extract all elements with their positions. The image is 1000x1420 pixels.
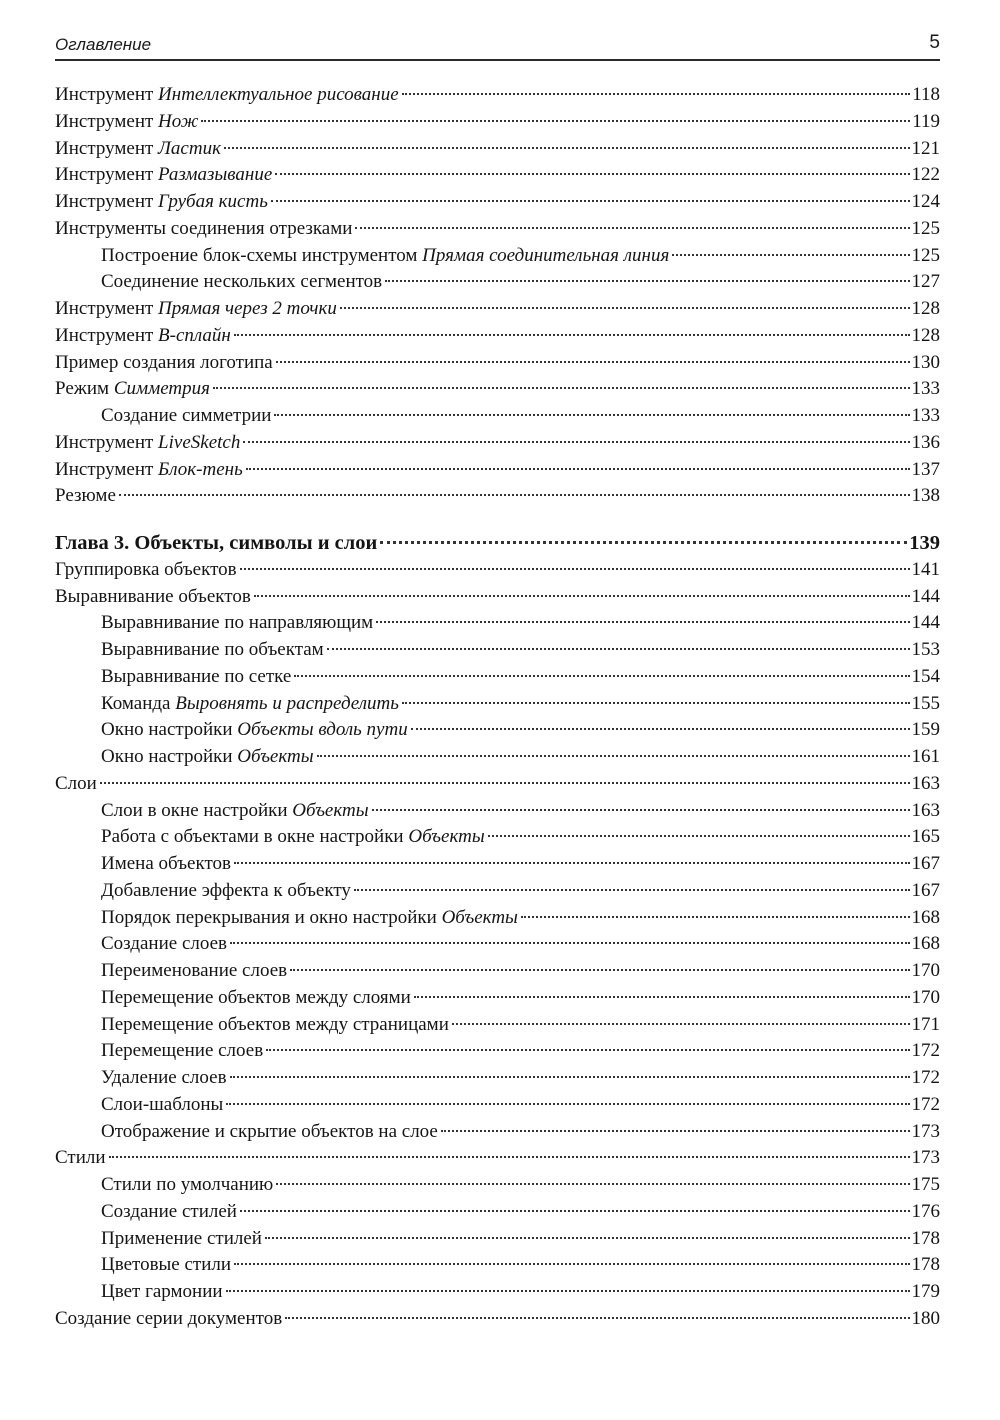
toc-entry-page: 163: [911, 799, 940, 821]
toc-entry-text: Перемещение объектов между слоями: [101, 986, 411, 1008]
dot-leader: [340, 307, 910, 309]
page-header: [55, 30, 940, 60]
toc-entry-page: 122: [911, 164, 940, 186]
toc-entry-page: 168: [911, 906, 940, 928]
toc-entry[interactable]: [55, 931, 940, 958]
toc-entry-title: [101, 1092, 223, 1119]
toc-entry-title: [101, 1199, 237, 1226]
toc-entry-title: [55, 771, 97, 798]
toc-entry-title: [101, 931, 227, 958]
toc-entry-text-italic: Объекты: [292, 799, 369, 821]
dot-leader: [380, 541, 907, 544]
toc-entry-page: 124: [911, 191, 940, 212]
toc-entry-page: 133: [911, 405, 940, 426]
toc-entry[interactable]: [55, 457, 940, 484]
toc-entry-page: 138: [911, 485, 940, 507]
toc-entry-text: Инструменты соединения отрезками: [55, 217, 353, 239]
toc-entry-text: Инструмент: [55, 431, 159, 453]
toc-entry-text: Инструмент: [55, 137, 159, 159]
toc-entry-text-italic: Объекты: [408, 826, 485, 848]
toc-entry[interactable]: [55, 483, 940, 510]
toc-entry[interactable]: [55, 1226, 940, 1253]
toc-entry[interactable]: [55, 584, 940, 611]
toc-entry-text: Инструмент: [55, 298, 159, 319]
toc-entry-text: Окно настройки: [101, 719, 238, 741]
dot-leader: [243, 441, 909, 443]
toc-entry-title: [101, 905, 518, 932]
dot-leader: [234, 862, 910, 864]
toc-entry[interactable]: [55, 1038, 940, 1065]
dot-leader: [246, 468, 910, 470]
dot-leader: [414, 996, 910, 998]
toc-entry-title: [101, 1038, 263, 1065]
dot-leader: [294, 675, 909, 677]
toc-entry-page: 173: [911, 1120, 940, 1142]
dot-leader: [402, 702, 910, 704]
toc-entry-text: Команда: [101, 692, 176, 714]
dot-leader: [672, 254, 909, 256]
toc-entry[interactable]: [55, 243, 940, 270]
toc-entry-text: Стили по умолчанию: [101, 1174, 274, 1195]
toc-entry-page: 176: [911, 1200, 940, 1222]
toc-entry-text: Выравнивание по направляющим: [101, 612, 374, 634]
toc-entry-title: [101, 851, 231, 878]
toc-entry-text-italic: Нож: [158, 110, 199, 132]
toc-entry-text: Стили: [55, 1147, 106, 1169]
toc-entry-text-italic: Выровнять и распределить: [175, 692, 399, 714]
toc-entry-text: Отображение и скрытие объектов на слое: [101, 1120, 438, 1142]
toc-entry-title: [55, 162, 272, 189]
toc-entry[interactable]: [55, 216, 940, 243]
toc-entry-title: [55, 376, 210, 403]
toc-entry[interactable]: [55, 1279, 940, 1306]
dot-leader: [276, 361, 910, 363]
toc-entry-page: 125: [911, 217, 940, 239]
toc-entry[interactable]: [55, 851, 940, 878]
toc-entry[interactable]: [55, 717, 940, 744]
dot-leader: [452, 1023, 910, 1025]
toc-entry-text-italic: Прямая через 2 точки: [158, 298, 337, 319]
toc-entry-page: 170: [911, 960, 940, 981]
toc-entry-title: [101, 243, 669, 270]
toc-entry-page: 171: [911, 1013, 940, 1035]
toc-entry-page: 161: [911, 746, 940, 767]
toc-entry-title: [101, 1252, 231, 1279]
dot-leader: [271, 200, 910, 202]
toc-entry-text-italic: Объекты: [237, 746, 314, 767]
toc-entry-title: [55, 136, 221, 163]
toc-entry-text-italic: LiveSketch: [158, 431, 241, 453]
toc-entry[interactable]: [55, 109, 940, 136]
toc-entry[interactable]: [55, 136, 940, 163]
toc-entry-title: [101, 985, 411, 1012]
toc-entry-text: Соединение нескольких сегментов: [101, 271, 383, 293]
dot-leader: [355, 227, 909, 229]
toc-entry-text: Удаление слоев: [101, 1067, 227, 1088]
toc-entry[interactable]: [55, 350, 940, 377]
dot-leader: [201, 120, 910, 122]
toc-entry-title: [101, 610, 373, 637]
toc-entry-text: Выравнивание по объектам: [101, 639, 324, 660]
toc-entry-title: [55, 323, 231, 350]
toc-entry-title: [55, 1145, 106, 1172]
toc-entry-text: Создание стилей: [101, 1200, 237, 1222]
toc-entry-title: [101, 1012, 449, 1039]
toc-entry[interactable]: [55, 691, 940, 718]
toc-entry[interactable]: [55, 798, 940, 825]
toc-entry-title: [55, 350, 273, 377]
toc-entry-text: Глава 3. Объекты, символы и слои: [55, 532, 378, 554]
toc-entry[interactable]: [55, 403, 940, 430]
toc-entry-title: [101, 637, 324, 664]
toc-entry-text: Режим: [55, 378, 114, 400]
toc-entry-text-italic: Интеллектуальное рисование: [158, 84, 399, 105]
toc-entry-text-italic: Объекты вдоль пути: [237, 719, 408, 741]
toc-entry-title: [55, 584, 251, 611]
toc-entry-text: Инструмент: [55, 164, 159, 186]
toc-entry-title: [101, 269, 382, 296]
dot-leader: [230, 1076, 910, 1078]
toc-entry[interactable]: [55, 557, 940, 584]
toc-entry[interactable]: [55, 430, 940, 457]
toc-entry-page: 128: [911, 324, 940, 346]
toc-entry-title: [101, 958, 287, 985]
toc-entry-page: 173: [911, 1147, 940, 1169]
toc-entry-title: [101, 664, 291, 691]
toc-entry-text: Инструмент: [55, 110, 159, 132]
toc-entry-title: [101, 798, 369, 825]
toc-entry-title: [101, 1279, 223, 1306]
toc-entry-title: [55, 189, 268, 216]
toc-entry-title: [101, 717, 408, 744]
toc-entry-page: 125: [911, 244, 940, 266]
toc-entry[interactable]: [55, 1252, 940, 1279]
dot-leader: [411, 728, 910, 730]
toc-entry-text: Имена объектов: [101, 853, 231, 874]
toc-entry-page: 153: [911, 639, 940, 660]
toc-entry-text: Переименование слоев: [101, 960, 288, 981]
toc-entry[interactable]: [55, 958, 940, 985]
dot-leader: [276, 1183, 909, 1185]
toc-entry-text: Применение стилей: [101, 1227, 262, 1249]
dot-leader: [224, 147, 910, 149]
dot-leader: [109, 1156, 910, 1158]
toc-entry-text: Пример создания логотипа: [55, 351, 273, 373]
toc-entry-page: 165: [911, 826, 940, 848]
dot-leader: [441, 1130, 910, 1132]
toc-entry[interactable]: [55, 1145, 940, 1172]
toc-entry-text: Работа с объектами в окне настройки: [101, 826, 409, 848]
toc-entry-page: 163: [911, 772, 940, 794]
toc-entry-page: 180: [911, 1307, 940, 1329]
toc-entry[interactable]: [55, 985, 940, 1012]
toc-entry-text: Цвет гармонии: [101, 1281, 223, 1302]
toc-entry-text: Добавление эффекта к объекту: [101, 879, 351, 901]
toc-entry-page: 118: [912, 84, 940, 105]
toc-entry-text: Цветовые стили: [101, 1254, 232, 1276]
toc-entry[interactable]: [55, 323, 940, 350]
toc-entry-text: Инструмент: [55, 458, 159, 480]
toc-entry-text: Создание слоев: [101, 933, 228, 955]
dot-leader: [265, 1237, 910, 1239]
toc-entry-text: Слои: [55, 772, 97, 794]
toc-entry[interactable]: [55, 637, 940, 664]
toc-entry-title: [101, 744, 314, 771]
toc-entry-page: 167: [911, 879, 940, 901]
dot-leader: [290, 969, 909, 971]
toc-chapter[interactable]: [55, 530, 940, 557]
dot-leader: [234, 1263, 909, 1265]
toc-entry-title: [55, 109, 198, 136]
toc-entry-page: 144: [911, 585, 940, 607]
toc-entry-text: Группировка объектов: [55, 558, 237, 580]
toc-entry-page: 178: [911, 1254, 940, 1276]
dot-leader: [385, 280, 909, 282]
toc-entry-page: 119: [912, 110, 940, 132]
toc-entry[interactable]: [55, 744, 940, 771]
toc-entry-page: 167: [911, 853, 940, 874]
dot-leader: [230, 942, 909, 944]
toc-entry-page: 128: [911, 298, 940, 319]
toc-entry-page: 141: [911, 558, 940, 580]
toc-entry-title: [55, 483, 116, 510]
toc-entry-title: [101, 1226, 262, 1253]
dot-leader: [376, 621, 909, 623]
toc-entry[interactable]: [55, 664, 940, 691]
dot-leader: [266, 1049, 909, 1051]
toc-entry[interactable]: [55, 824, 940, 851]
toc-entry[interactable]: [55, 1306, 940, 1333]
dot-leader: [488, 835, 910, 837]
dot-leader: [274, 414, 909, 416]
toc-entry-page: 144: [911, 612, 940, 634]
toc-entry-text: Создание серии документов: [55, 1307, 283, 1329]
toc-entry-text: Резюме: [55, 485, 116, 507]
toc-entry[interactable]: [55, 189, 940, 216]
toc-entry-title: [101, 691, 399, 718]
toc-entry-text-italic: Объекты: [441, 906, 518, 928]
toc-entry-text-italic: Прямая соединительная линия: [422, 244, 670, 266]
dot-leader: [354, 889, 910, 891]
toc-entry-title: [55, 1306, 282, 1333]
dot-leader: [226, 1290, 910, 1292]
toc-entry-page: 121: [911, 137, 940, 159]
toc-entry-text-italic: В-сплайн: [158, 324, 231, 346]
dot-leader: [240, 1210, 910, 1212]
toc-entry-page: 155: [911, 692, 940, 714]
toc-entry-page: 154: [911, 665, 940, 687]
dot-leader: [285, 1317, 909, 1319]
toc-entry-page: 133: [911, 378, 940, 400]
dot-leader: [240, 568, 910, 570]
toc-entry-text-italic: Ластик: [158, 137, 221, 159]
toc-entry-title: [101, 824, 485, 851]
toc-entry[interactable]: [55, 162, 940, 189]
toc-entry-page: 175: [911, 1174, 940, 1195]
toc-entry[interactable]: [55, 610, 940, 637]
page-number: 5: [929, 32, 940, 53]
dot-leader: [402, 93, 911, 95]
toc-entry-title: [55, 557, 237, 584]
toc-entry[interactable]: [55, 296, 940, 323]
toc-entry-page: 159: [911, 719, 940, 741]
toc-entry-text: Выравнивание по сетке: [101, 665, 292, 687]
toc-entry-title: [55, 457, 243, 484]
toc-entry-text-italic: Размазывание: [158, 164, 273, 186]
toc-entry-title: [101, 403, 271, 430]
toc-entry[interactable]: [55, 1092, 940, 1119]
dot-leader: [100, 782, 910, 784]
toc-entry-page: 179: [911, 1281, 940, 1302]
toc-entry[interactable]: [55, 1199, 940, 1226]
header-rule: [55, 59, 940, 61]
toc-entry-title: [101, 878, 351, 905]
toc-entry-title: [55, 216, 352, 243]
toc-entry-title: [101, 1065, 227, 1092]
toc-entry-text: Инструмент: [55, 324, 159, 346]
toc-entry[interactable]: [55, 1119, 940, 1146]
dot-leader: [226, 1103, 909, 1105]
dot-leader: [327, 648, 910, 650]
dot-leader: [521, 916, 910, 918]
toc-entry-text: Выравнивание объектов: [55, 585, 251, 607]
dot-leader: [372, 809, 910, 811]
toc-entry-text: Порядок перекрывания и окно настройки: [101, 906, 442, 928]
toc-entry-text: Построение блок-схемы инструментом: [101, 244, 423, 266]
toc-entry-text: Слои в окне настройки: [101, 799, 293, 821]
toc-entry-page: 178: [911, 1227, 940, 1249]
toc-entry[interactable]: [55, 905, 940, 932]
toc-entry-title: [101, 1172, 273, 1199]
toc-entry-text: Перемещение объектов между страницами: [101, 1013, 449, 1035]
dot-leader: [213, 387, 910, 389]
toc-entry-page: 172: [911, 1093, 940, 1115]
toc-entry-page: 139: [909, 532, 940, 554]
toc-entry[interactable]: [55, 82, 940, 109]
toc-entry-text: Перемещение слоев: [101, 1040, 264, 1062]
toc-entry-page: 130: [911, 351, 940, 373]
toc-entry-page: 172: [911, 1067, 940, 1088]
toc-entry-text-italic: Блок-тень: [158, 458, 243, 480]
dot-leader: [234, 334, 910, 336]
dot-leader: [275, 173, 909, 175]
dot-leader: [119, 494, 910, 496]
toc-entry-page: 170: [911, 986, 940, 1008]
table-of-contents: [55, 82, 940, 1333]
toc-entry-text: Инструмент: [55, 191, 159, 212]
toc-entry-title: [55, 530, 377, 557]
toc-entry[interactable]: [55, 1012, 940, 1039]
toc-entry[interactable]: [55, 1172, 940, 1199]
toc-entry-text: Слои-шаблоны: [101, 1093, 224, 1115]
toc-entry-text: Окно настройки: [101, 746, 238, 767]
toc-entry-title: [55, 296, 337, 323]
toc-entry-text: Создание симметрии: [101, 405, 272, 426]
toc-entry-title: [55, 82, 399, 109]
toc-entry[interactable]: [55, 376, 940, 403]
running-title: Оглавление: [55, 35, 152, 54]
toc-entry[interactable]: [55, 878, 940, 905]
toc-entry-text: Инструмент: [55, 84, 159, 105]
toc-entry-title: [101, 1119, 438, 1146]
toc-entry-title: [55, 430, 240, 457]
toc-entry[interactable]: [55, 1065, 940, 1092]
toc-entry-page: 137: [911, 458, 940, 480]
toc-entry-page: 168: [911, 933, 940, 955]
toc-entry-page: 127: [911, 271, 940, 293]
toc-entry-page: 172: [911, 1040, 940, 1062]
toc-entry-page: 136: [911, 431, 940, 453]
toc-entry[interactable]: [55, 771, 940, 798]
dot-leader: [317, 755, 910, 757]
dot-leader: [254, 595, 910, 597]
toc-entry-text-italic: Грубая кисть: [158, 191, 268, 212]
toc-entry-text-italic: Симметрия: [113, 378, 210, 400]
toc-entry[interactable]: [55, 269, 940, 296]
